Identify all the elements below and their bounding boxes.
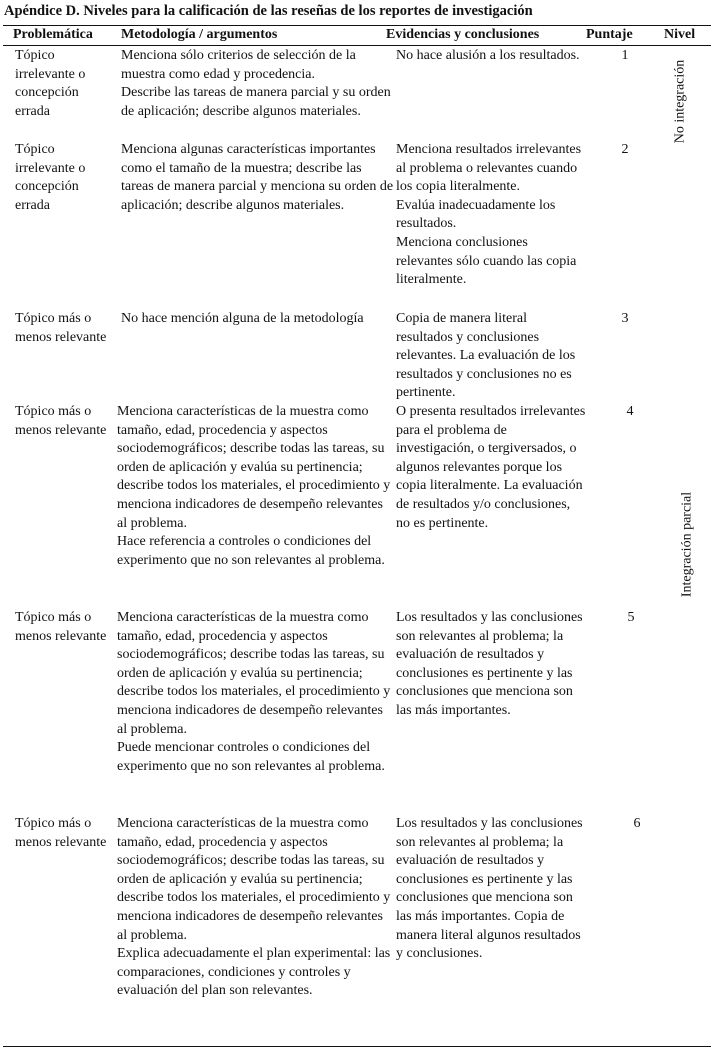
header-puntaje: Puntaje xyxy=(586,27,633,42)
table-bottom-rule xyxy=(3,1046,711,1047)
metodologia-paragraph: Describe las tareas de manera parcial y su orden de aplicación; describe algunos materiales. xyxy=(121,85,391,119)
cell-puntaje: 5 xyxy=(627,610,635,625)
header-nivel: Nivel xyxy=(664,27,696,42)
cell-evidencias xyxy=(396,815,586,964)
evidencias-paragraph: No hace alusión a los resultados. xyxy=(396,48,580,63)
cell-evidencias xyxy=(396,47,586,66)
cell-evidencias xyxy=(396,403,586,533)
table-top-rule xyxy=(3,25,711,26)
evidencias-paragraph: Los resultados y las conclusiones son relevantes al problema; la evaluación de resultados y conclusiones es pertinente y las conclusiones que menciona son las más importantes. xyxy=(396,610,583,718)
metodologia-paragraph: Menciona características de la muestra como tamaño, edad, procedencia y aspectos sociodemográficos; describe todas las tareas, su orden de aplicación y evalúa su pertinencia; describe todos los materiales, el procedimiento y menciona indicadores de desempeño relevantes al problema. xyxy=(117,404,391,531)
cell-evidencias xyxy=(396,141,586,290)
nivel-integracion-parcial: Integración parcial xyxy=(679,491,695,598)
evidencias-paragraph: Evalúa inadecuadamente los resultados. xyxy=(396,197,556,232)
cell-problematica: Tópico más o menos relevante xyxy=(15,311,107,345)
cell-puntaje: 6 xyxy=(633,816,641,831)
cell-metodologia xyxy=(121,47,396,121)
evidencias-paragraph: O presenta resultados irrelevantes para el problema de investigación, o tergiversados, o algunos relevantes porque los copia literalmente. La evaluación de resultados y/o conclusiones, no es pertinente. xyxy=(396,404,586,531)
evidencias-paragraph: Los resultados y las conclusiones son relevantes al problema; la evaluación de resultados y conclusiones es pertinente y las conclusiones que menciona son las más importantes. Copia de manera literal algunos resultados y conclusiones. xyxy=(396,816,583,962)
evidencias-paragraph: Menciona resultados irrelevantes al problema o relevantes cuando los copia literalmente. xyxy=(396,142,582,195)
cell-metodologia xyxy=(117,403,392,570)
cell-evidencias xyxy=(396,310,586,403)
evidencias-paragraph: Copia de manera literal resultados y conclusiones relevantes. La evaluación de los resultados y conclusiones no es pertinente. xyxy=(396,311,576,401)
metodologia-paragraph: Explica adecuadamente el plan experimental: las comparaciones, condiciones y controles y evaluación del plan son relevantes. xyxy=(117,946,391,999)
cell-puntaje: 2 xyxy=(621,142,629,157)
metodologia-paragraph: Hace referencia a controles o condiciones del experimento que no son relevantes al problema. xyxy=(117,534,385,568)
cell-metodologia xyxy=(117,609,392,776)
metodologia-paragraph: Menciona características de la muestra como tamaño, edad, procedencia y aspectos sociodemográficos; describe todas las tareas, su orden de aplicación y evalúa su pertinencia; describe todos los materiales, el procedimiento y menciona indicadores de desempeño relevantes al problema. xyxy=(117,610,391,737)
metodologia-paragraph: Menciona algunas características importantes como el tamaño de la muestra; describe las tareas de manera parcial y menciona su orden de aplicación; describe algunos materiales. xyxy=(121,142,394,213)
header-problematica: Problemática xyxy=(13,27,93,42)
cell-puntaje: 3 xyxy=(621,311,629,326)
cell-problematica: Tópico más o menos relevante xyxy=(15,610,107,644)
cell-evidencias xyxy=(396,609,586,721)
cell-puntaje: 1 xyxy=(621,48,629,63)
nivel-no-integracion: No integración xyxy=(672,59,688,144)
cell-problematica: Tópico irrelevante o concepción errada xyxy=(15,48,86,119)
metodologia-paragraph: Puede mencionar controles o condiciones del experimento que no son relevantes al problema. xyxy=(117,740,385,774)
evidencias-paragraph: Menciona conclusiones relevantes sólo cuando las copia literalmente. xyxy=(396,234,577,288)
cell-puntaje: 4 xyxy=(626,404,634,419)
metodologia-paragraph: Menciona sólo criterios de selección de la muestra como edad y procedencia. xyxy=(121,48,356,82)
cell-metodologia xyxy=(121,310,396,329)
page-title: Apéndice D. Niveles para la calificación de las reseñas de los reportes de investigación xyxy=(4,3,533,19)
cell-metodologia xyxy=(121,141,396,215)
table-header-rule xyxy=(3,45,711,46)
metodologia-paragraph: No hace mención alguna de la metodología xyxy=(121,311,364,326)
cell-metodologia xyxy=(117,815,392,1001)
cell-problematica: Tópico más o menos relevante xyxy=(15,816,107,850)
cell-problematica: Tópico irrelevante o concepción errada xyxy=(15,142,86,213)
cell-problematica: Tópico más o menos relevante xyxy=(15,404,107,438)
header-metodologia: Metodología / argumentos xyxy=(121,27,278,42)
header-evidencias: Evidencias y conclusiones xyxy=(386,27,540,42)
metodologia-paragraph: Menciona características de la muestra como tamaño, edad, procedencia y aspectos sociodemográficos; describe todas las tareas, su orden de aplicación y evalúa su pertinencia; describe todos los materiales, el procedimiento y menciona indicadores de desempeño relevantes al problema. xyxy=(117,816,391,943)
